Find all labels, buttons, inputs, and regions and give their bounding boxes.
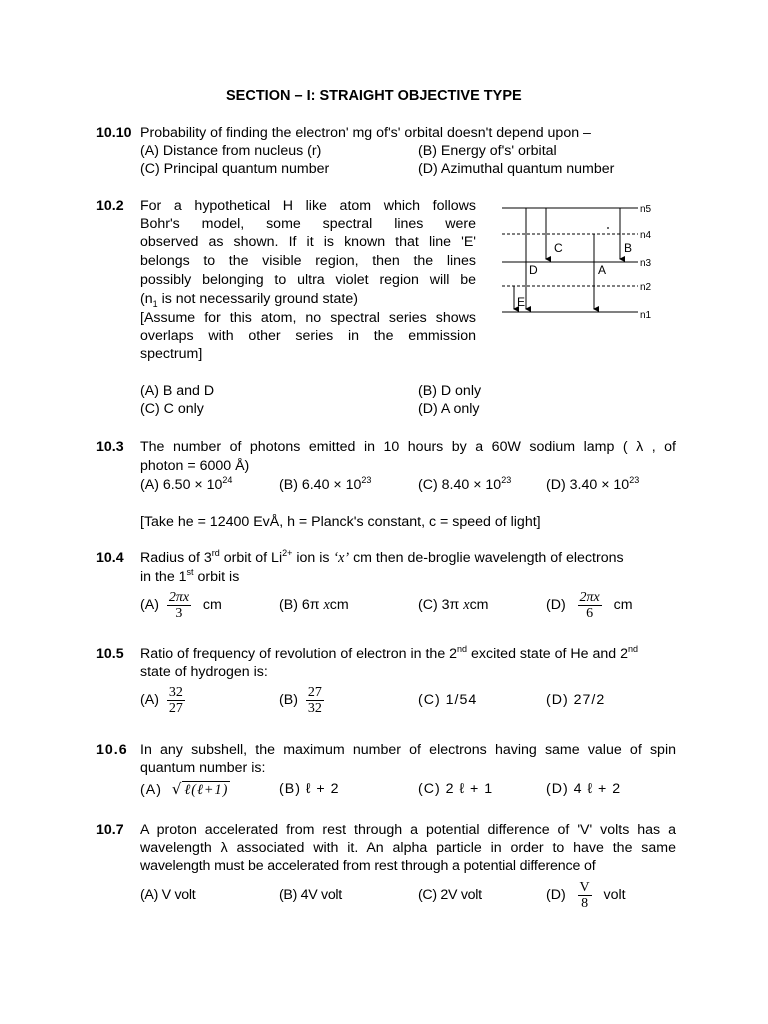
level-label-n1: n1 [640, 310, 652, 321]
option-b: (B) 4V volt [279, 887, 342, 903]
line-label-e: E [517, 295, 526, 309]
question-text-line: belongs to the visible region, then the lines [140, 253, 476, 269]
level-label-n2: n2 [640, 282, 652, 293]
fraction: $\frac{2\pi x}{6}$ [579, 589, 600, 621]
question-number: 10.5 [96, 646, 124, 662]
question-text-line: The number of photons emitted in 10 hours by a 60W sodium lamp ( λ , of [140, 439, 676, 455]
question-text-line: In any subshell, the maximum number of electrons having same value of spin [140, 742, 676, 758]
option-d: (D) 4 ℓ + 2 [546, 781, 622, 797]
option-b: (B) Energy of's' orbital [418, 143, 557, 159]
question-text-line: in the 1st orbit is [140, 567, 240, 585]
question-text-line: wavelength must be accelerated from rest through a potential difference of [140, 858, 596, 874]
fraction: $\frac{2\pi x}{3}$ [168, 589, 190, 621]
fraction: $\frac{V}{8}$ [579, 879, 590, 911]
question-number: 10.7 [96, 822, 124, 838]
option-d: (D) $\frac{V}{8}$ volt [546, 879, 626, 911]
energy-level-diagram [498, 198, 658, 328]
question-text-line: Bohr's model, some spectral lines were [140, 216, 476, 232]
line-label-c: C [554, 241, 563, 255]
level-label-n3: n3 [640, 258, 652, 269]
question-text-line: observed as shown. If it is known that line 'E' [140, 234, 476, 250]
square-root-symbol: √ [171, 780, 183, 798]
assumption-line: spectrum] [140, 346, 203, 362]
question-number: 10.6 [96, 742, 128, 758]
option-b: (B) $6.40 \times 10^{23}$ [279, 475, 372, 493]
question-text-line: Radius of 3rd orbit of $Li^{2+}$ ion is ‘x’ cm then de-broglie wavelength of electrons [140, 548, 624, 566]
question-number: 10.2 [96, 198, 124, 214]
question-note: ($n_1$ is not necessarily ground state) [140, 291, 358, 309]
question-number: 10.10 [96, 125, 132, 141]
option-b: (B) ℓ + 2 [279, 781, 340, 797]
option-c: (C) 2 ℓ + 1 [418, 781, 494, 797]
question-text-line: state of hydrogen is: [140, 664, 268, 680]
option-a: (A) B and D [140, 383, 215, 399]
section-title: SECTION – I: STRAIGHT OBJECTIVE TYPE [226, 88, 522, 104]
option-d: (D) 27/2 [546, 692, 606, 708]
option-b: (B) $\frac{27}{32}$ [279, 684, 322, 716]
option-a: (A) $6.50 \times 10^{24}$ [140, 475, 233, 493]
option-d: (D) $\frac{2\pi x}{6}$ cm [546, 589, 633, 621]
line-label-a: A [598, 263, 607, 277]
option-d: (D) A only [418, 401, 480, 417]
option-a: (A) √ ℓ(ℓ+1) [140, 780, 229, 798]
question-text-line: wavelength λ associated with it. An alpha particle in order to have the same [140, 840, 676, 856]
option-d: (D) $3.40 \times 10^{23}$ [546, 475, 640, 493]
question-number: 10.4 [96, 550, 124, 566]
fraction: $\frac{32}{27}$ [168, 684, 183, 716]
option-c: (C) Principal quantum number [140, 161, 330, 177]
option-c: (C) $8.40 \times 10^{23}$ [418, 475, 512, 493]
level-label-n5: n5 [640, 204, 652, 215]
question-text-line: possibly belonging to ultra violet region will be [140, 272, 476, 288]
option-b: (B) D only [418, 383, 482, 399]
option-c: (C) C only [140, 401, 204, 417]
option-a: (A) $\frac{32}{27}$ [140, 684, 183, 716]
option-d: (D) Azimuthal quantum number [418, 161, 615, 177]
option-a: (A) $\frac{2\pi x}{3}$ cm [140, 589, 222, 621]
question-text-line: quantum number is: [140, 760, 266, 776]
question-text-line: Ratio of frequency of revolution of electron in the 2nd excited state of He and 2nd [140, 644, 638, 662]
question-text-line: For a hypothetical H like atom which follows [140, 198, 476, 214]
option-c: (C) 2V volt [418, 887, 482, 903]
line-label-b: B [624, 241, 633, 255]
option-a: (A) V volt [140, 887, 196, 903]
question-text-line: photon = 6000 Å) [140, 458, 250, 474]
line-label-d: D [529, 263, 538, 277]
question-number: 10.3 [96, 439, 124, 455]
option-c: (C) 3π xcm [418, 597, 489, 613]
level-label-n4: n4 [640, 230, 652, 241]
option-a: (A) Distance from nucleus (r) [140, 143, 322, 159]
assumption-line: overlaps with other series in the emmission [140, 328, 476, 344]
option-b: (B) 6π xcm [279, 597, 349, 613]
assumption-line: [Assume for this atom, no spectral series shows [140, 310, 476, 326]
question-text-line: A proton accelerated from rest through a potential difference of 'V' volts has a [140, 822, 676, 838]
option-c: (C) 1/54 [418, 692, 478, 708]
question-text: Probability of finding the electron' mg of's' orbital doesn't depend upon – [140, 125, 591, 141]
given-constants: [Take he = 12400 EvÅ, h = Planck's constant, c = speed of light] [140, 514, 541, 530]
fraction: $\frac{27}{32}$ [307, 684, 322, 716]
